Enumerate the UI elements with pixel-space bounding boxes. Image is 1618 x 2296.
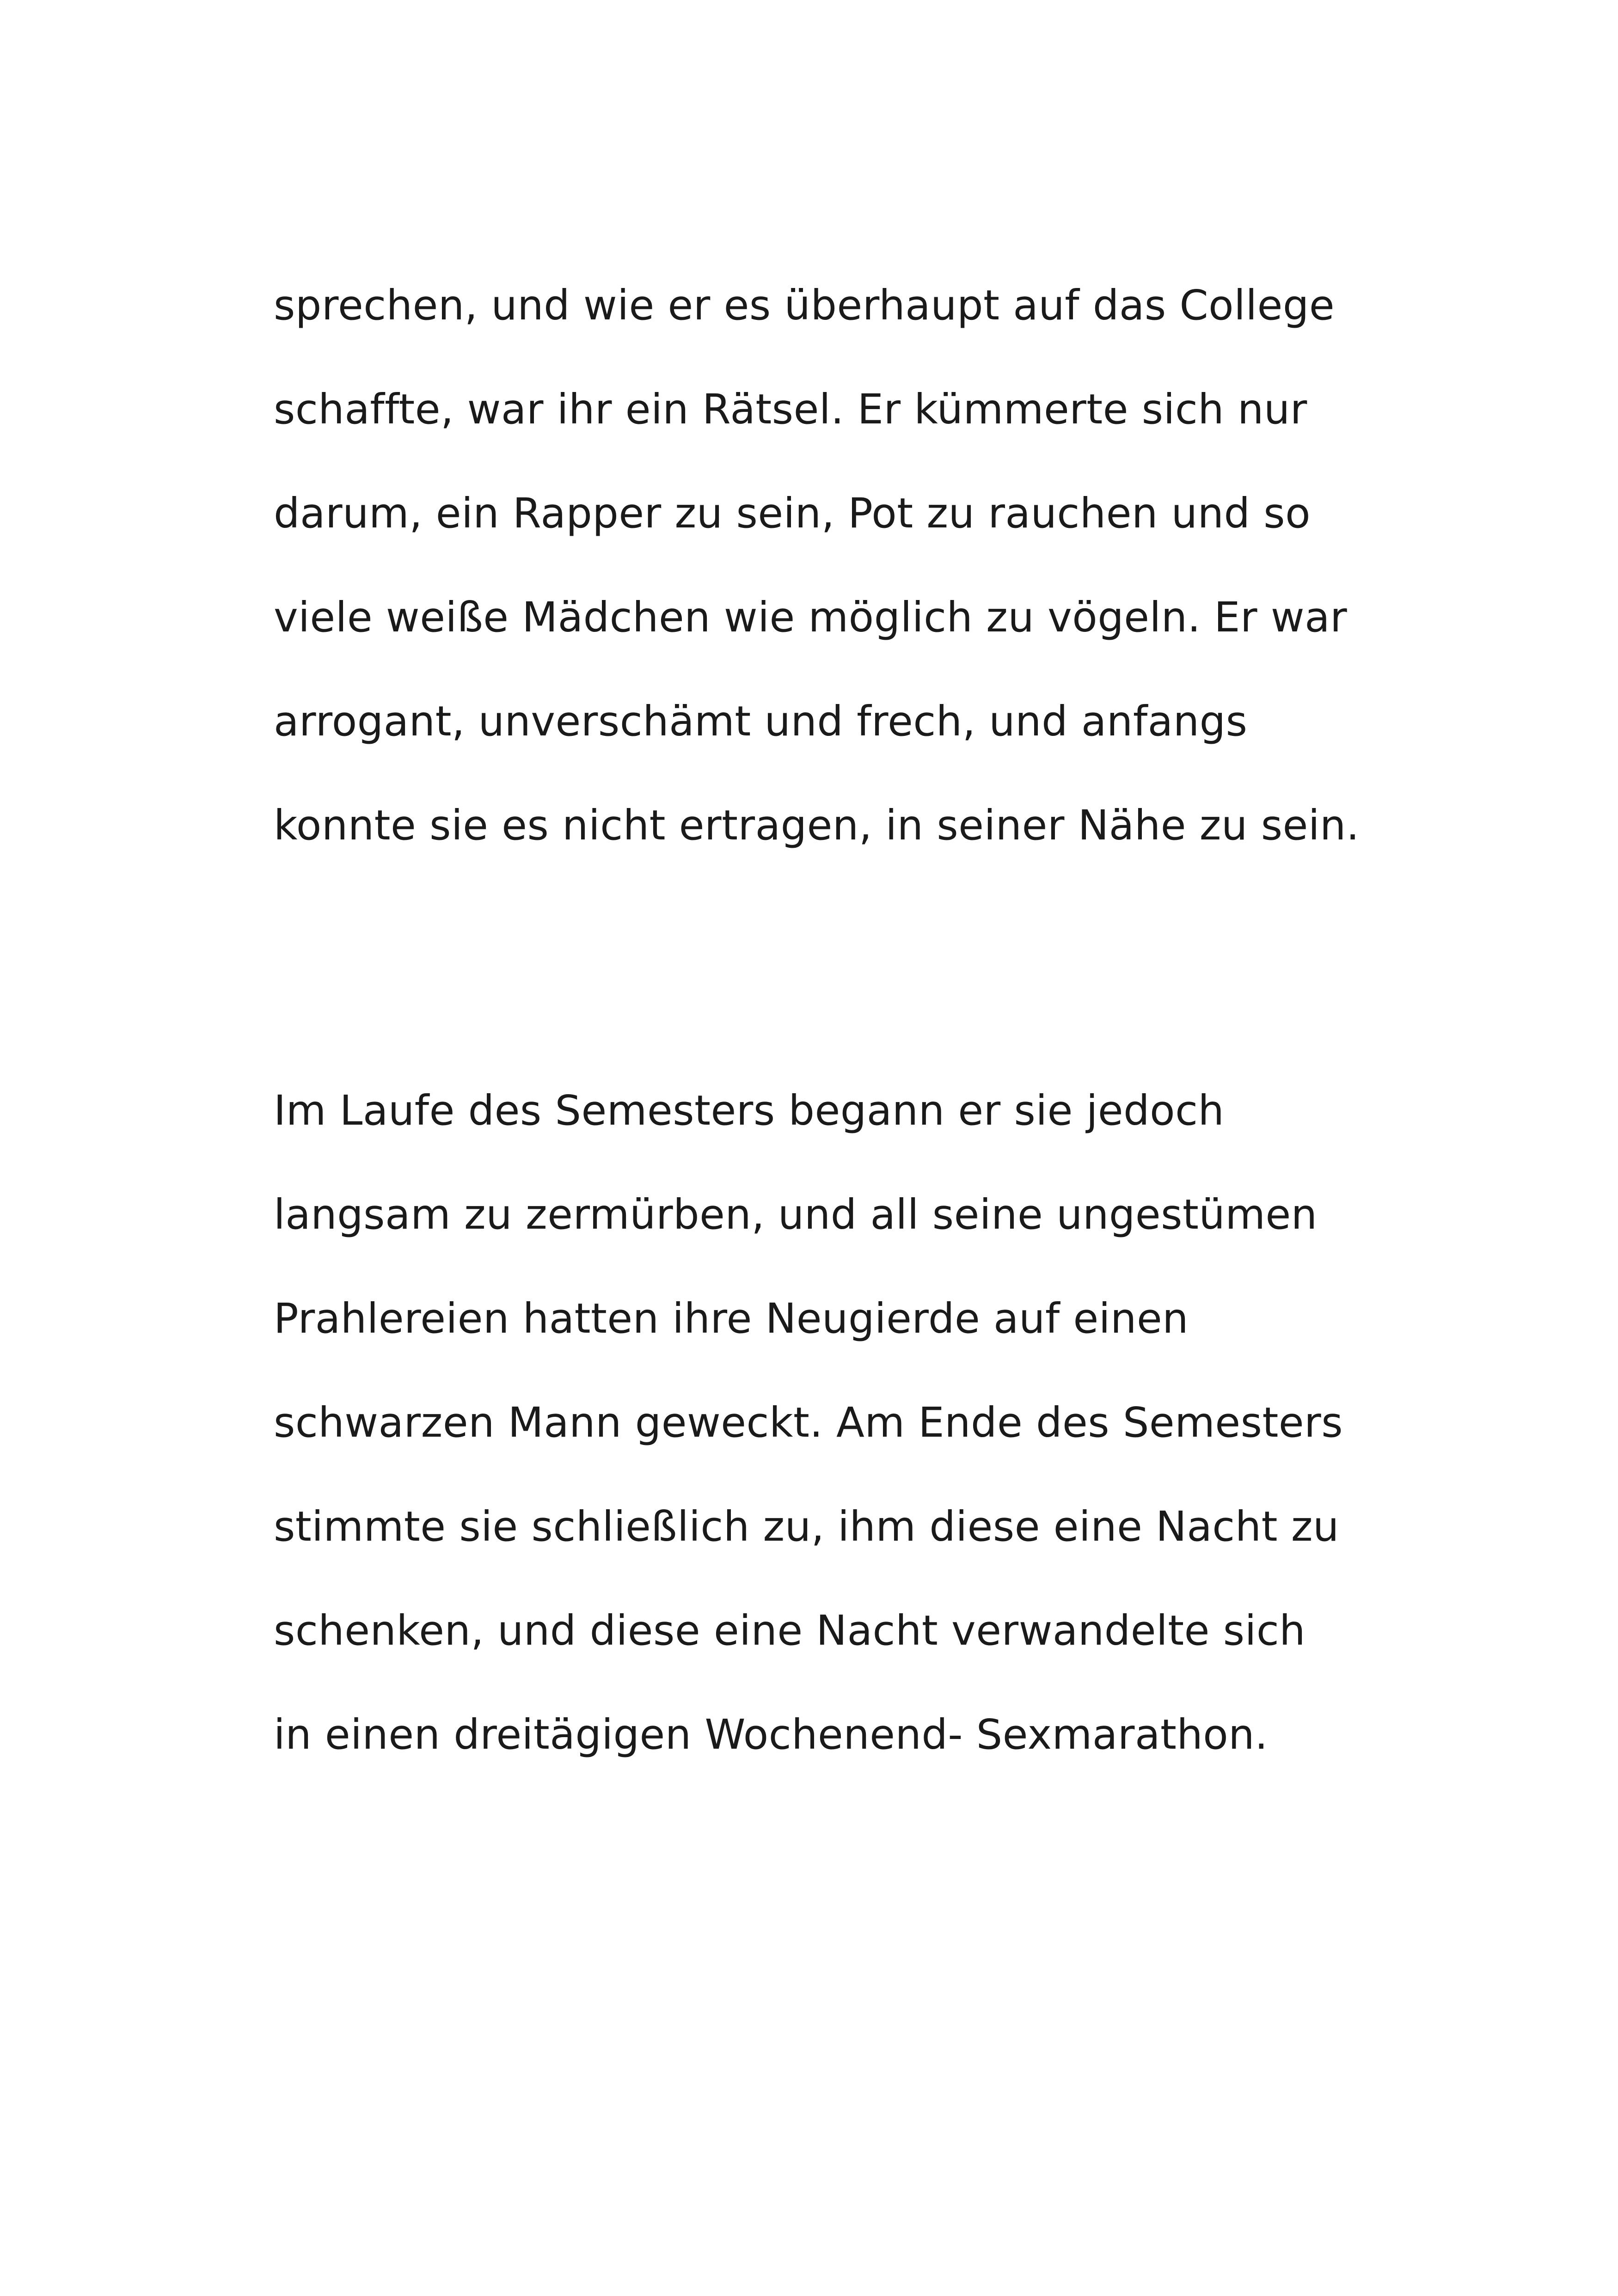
text-line: Im Laufe des Semesters begann er sie jedoch (274, 1086, 1225, 1134)
text-line: darum, ein Rapper zu sein, Pot zu rauchen und so (274, 489, 1311, 537)
text-line: in einen dreitägigen Wochenend- Sexmarathon. (274, 1710, 1268, 1758)
text-line: schaffte, war ihr ein Rätsel. Er kümmerte sich nur (274, 385, 1307, 433)
paragraph-2 (274, 1076, 1429, 1804)
text-line: sprechen, und wie er es überhaupt auf das College (274, 281, 1335, 329)
text-line: schwarzen Mann geweckt. Am Ende des Semesters (274, 1398, 1343, 1446)
paragraph-1 (274, 270, 1429, 894)
text-line: konnte sie es nicht ertragen, in seiner Nähe zu sein. (274, 801, 1360, 849)
text-line: Prahlereien hatten ihre Neugierde auf einen (274, 1294, 1189, 1342)
text-line: arrogant, unverschämt und frech, und anfangs (274, 697, 1248, 745)
text-line: langsam zu zermürben, und all seine ungestümen (274, 1190, 1318, 1238)
text-line: schenken, und diese eine Nacht verwandelte sich (274, 1606, 1306, 1654)
text-line: stimmte sie schließlich zu, ihm diese eine Nacht zu (274, 1502, 1339, 1550)
text-line: viele weiße Mädchen wie möglich zu vögeln. Er war (274, 593, 1348, 641)
